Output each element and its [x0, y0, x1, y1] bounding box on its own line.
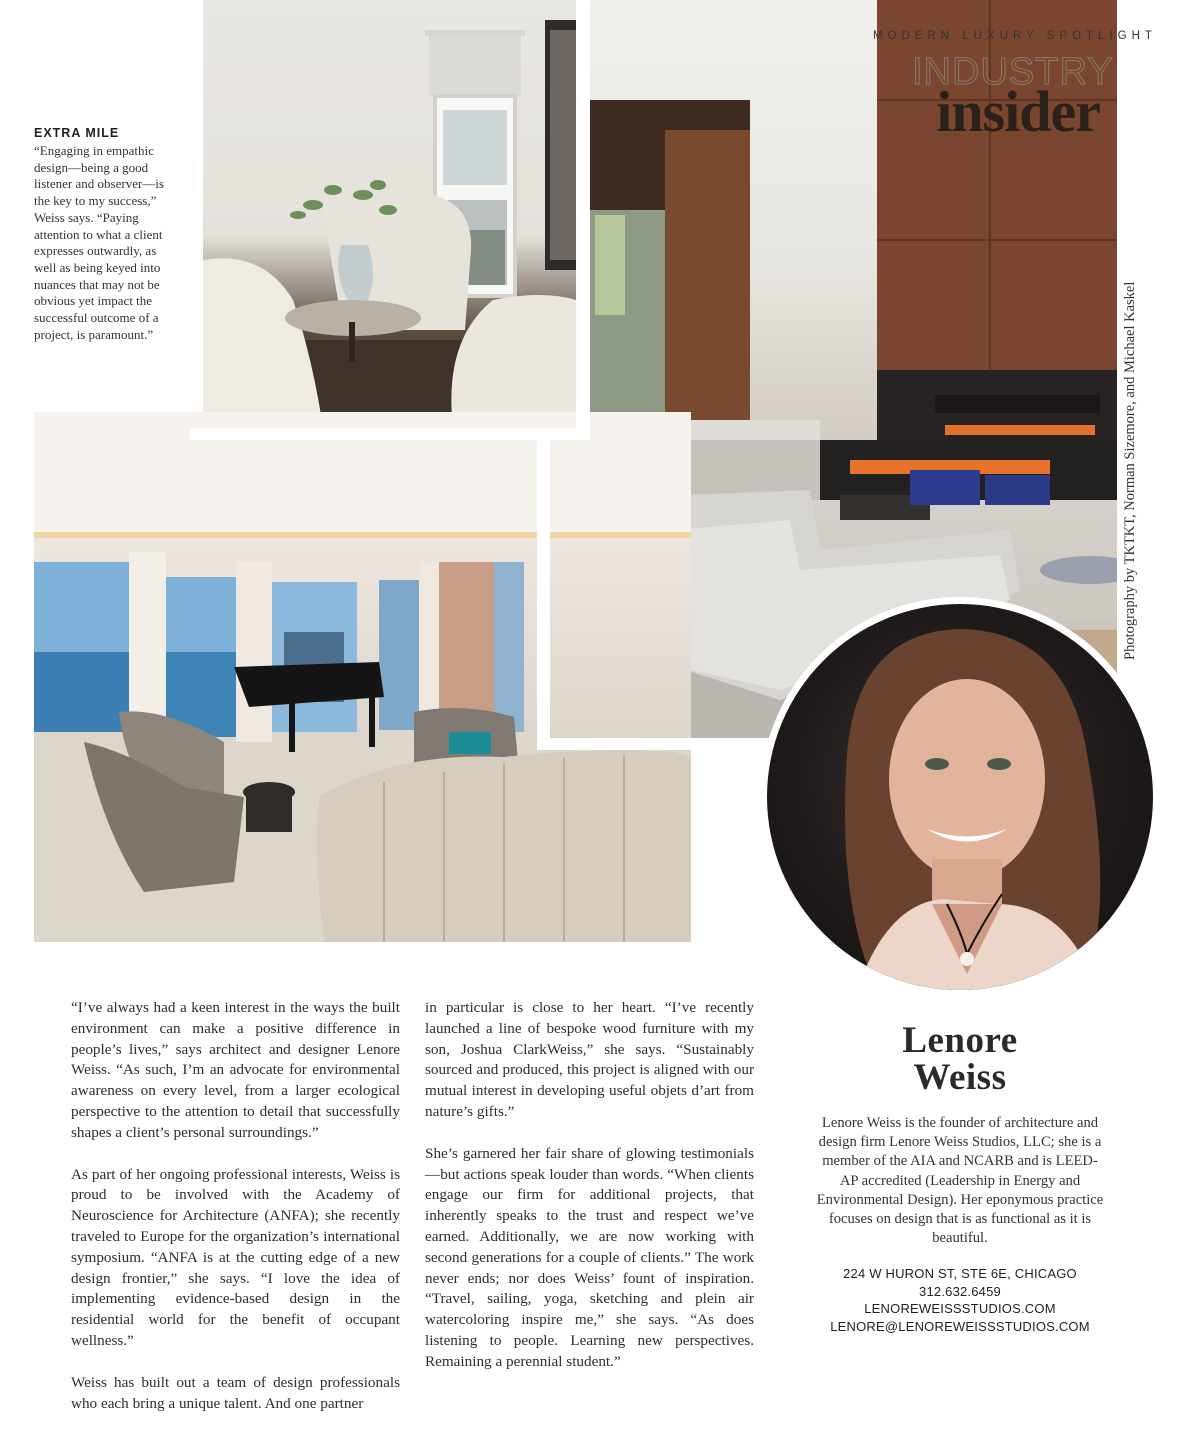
- photo-piano-room: [34, 412, 691, 942]
- contact-block: [815, 1265, 1105, 1345]
- portrait-illustration: [767, 604, 1153, 990]
- photo-frame-gap: [190, 428, 590, 440]
- profile-first-name: Lenore: [902, 1020, 1018, 1061]
- photo-frame-gap: [576, 0, 590, 440]
- piano-room-illustration: [34, 412, 691, 942]
- section-title-insider: insider: [936, 79, 1100, 144]
- photo-credit: Photography by TKTKT, Norman Sizemore, and Michael Kaskel: [1122, 281, 1138, 660]
- article-paragraph: As part of her ongoing professional interests, Weiss is proud to be involved with the Academy of Neuroscience for Architecture (ANFA); she recently traveled to Europe for the organization’s international symposium. “ANFA is at the cutting edge of a new design frontier,” she says. “I love the idea of implementing evidence-based design in the residential world for the benefit of occupant wellness.”: [71, 1165, 400, 1349]
- portrait-photo: [767, 604, 1153, 990]
- section-title-industry: INDUSTRY: [912, 51, 1114, 93]
- article-paragraph: She’s garnered her fair share of glowing testimonials—but actions speak louder than words. “When clients engage our firm for additional projects, that inherently speaks to the trust and respect we’ve earned. Additionally, we are now working with second generations for a couple of clients.” The work never ends; nor does Weiss’ fount of inspiration. “Travel, sailing, yoga, sketching and plein air watercoloring inspire me,” she says. “As does listening to people. Learning new perspectives. Remaining a perennial student.”: [425, 1144, 754, 1370]
- contact-website[interactable]: LENOREWEISSSTUDIOS.COM: [864, 1301, 1056, 1316]
- contact-address: 224 W HURON ST, STE 6E, CHICAGO: [843, 1266, 1077, 1281]
- section-kicker: MODERN LUXURY SPOTLIGHT: [873, 30, 1157, 42]
- article-column-1: [71, 998, 400, 1418]
- article-column-2: [425, 998, 754, 1418]
- contact-phone[interactable]: 312.632.6459: [919, 1283, 1001, 1299]
- sidebar-heading: EXTRA MILE: [34, 126, 120, 140]
- sidebar-quote: “Engaging in empathic design—being a good listener and observer—is the key to my success,” Weiss says. “Paying attention to what a client expresses outwardly, as well as being keyed into nuances that may not be obvious yet impact the successful outcome of a project, is paramount.”: [34, 143, 164, 342]
- profile-last-name: Weiss: [913, 1057, 1007, 1098]
- profile-name: [860, 1022, 1060, 1102]
- photo-sitting-room: [203, 0, 576, 428]
- photo-frame-gap: [537, 440, 550, 750]
- article-paragraph: in particular is close to her heart. “I’ve recently launched a line of bespoke wood furniture with my son, Joshua ClarkWeiss,” she says. “Sustainably sourced and produced, this project is aligned with our mutual interest in developing useful objets d’art from nature’s gifts.”: [425, 999, 754, 1120]
- photo-frame-gap: [537, 738, 697, 750]
- profile-bio: Lenore Weiss is the founder of architecture and design firm Lenore Weiss Studios, LLC; she is a member of the AIA and NCARB and is LEED-AP accredited (Leadership in Energy and Environmental Design). Her eponymous practice focuses on design that is as functional as it is beautiful.: [816, 1115, 1104, 1247]
- contact-email[interactable]: LENORE@LENOREWEISSSTUDIOS.COM: [830, 1318, 1090, 1334]
- article-paragraph: Weiss has built out a team of design professionals who each bring a unique talent. And one partner: [71, 1373, 400, 1412]
- sitting-room-illustration: [203, 0, 576, 428]
- article-paragraph: “I’ve always had a keen interest in the ways the built environment can make a positive difference in people’s lives,” says architect and designer Lenore Weiss. “As such, I’m an advocate for environmental awareness on every level, from a larger ecological perspective to the attention to detail that successfully shapes a client’s personal surroundings.”: [71, 999, 400, 1141]
